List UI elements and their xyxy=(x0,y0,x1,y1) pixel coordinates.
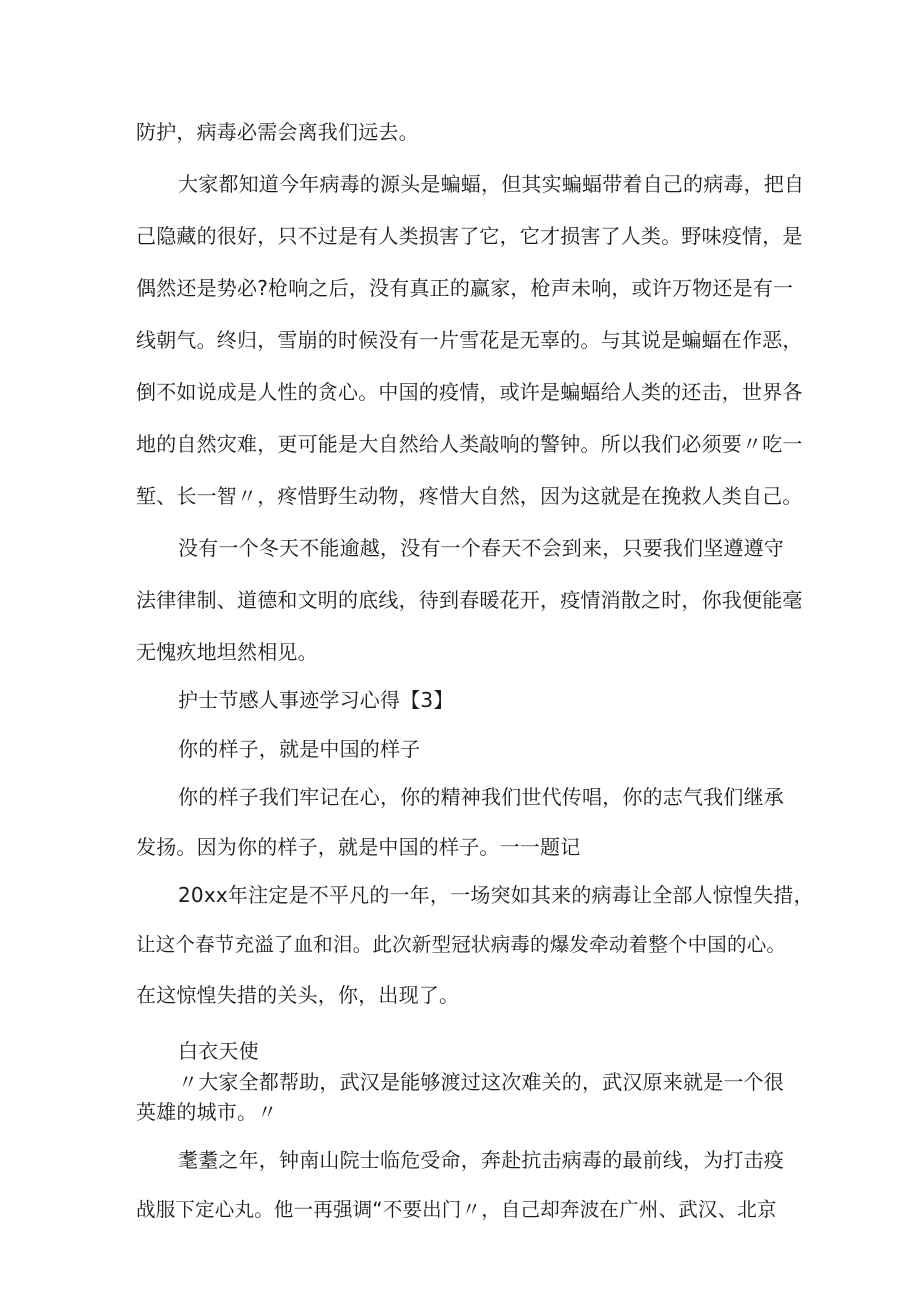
paragraph-line: 你的样子我们牢记在心，你的精神我们世代传唱，你的志气我们继承 xyxy=(178,785,784,809)
paragraph-line: 偶然还是势必?枪响之后，没有真正的赢家，枪声未响，或许万物还是有一 xyxy=(136,276,794,300)
paragraph-line: 英雄的城市。〃 xyxy=(136,1100,278,1124)
section-subtitle: 白衣天使 xyxy=(178,1039,259,1063)
paragraph-line: 让这个春节充溢了血和泪。此次新型冠状病毒的爆发牵动着整个中国的心。 xyxy=(136,933,787,956)
paragraph-line: 发扬。因为你的样子，就是中国的样子。一一题记 xyxy=(136,835,581,859)
paragraph-line: 没有一个冬天不能逾越，没有一个春天不会到来，只要我们坚遵遵守 xyxy=(178,536,784,560)
paragraph-line: 20xx年注定是不平凡的一年，一场突如其来的病毒让全部人惊惶失措， xyxy=(178,883,814,907)
paragraph-line: 法律律制、道德和文明的底线，待到春暖花开，疫情消散之时，你我便能毫 xyxy=(136,588,803,612)
paragraph-line: 堑、长一智〃，疼惜野生动物，疼惜大自然，因为这就是在挽救人类自己。 xyxy=(136,484,803,508)
paragraph-line: 大家都知道今年病毒的源头是蝙蝠，但其实蝙蝠带着自己的病毒，把自 xyxy=(178,172,805,196)
paragraph-line: 耄耋之年，钟南山院士临危受命，奔赴抗击病毒的最前线，为打击疫 xyxy=(178,1148,784,1172)
paragraph-line: 〃大家全都帮助，武汉是能够渡过这次难关的，武汉原来就是一个很 xyxy=(178,1070,784,1094)
paragraph-line: 战服下定心丸。他一再强调“不要出门〃，自己却奔波在广州、武汉、北京 xyxy=(136,1198,777,1221)
paragraph-line: 地的自然灾难，更可能是大自然给人类敲响的警钟。所以我们必须要〃吃一 xyxy=(136,432,803,456)
paragraph-line: 在这惊惶失措的关头，你，出现了。 xyxy=(136,983,460,1007)
section-subtitle: 你的样子，就是中国的样子 xyxy=(178,737,421,761)
section-heading: 护士节感人事迹学习心得【3】 xyxy=(178,688,454,712)
paragraph-line: 无愧疚地坦然相见。 xyxy=(136,640,318,664)
paragraph-line: 倒不如说成是人性的贪心。中国的疫情，或许是蝙蝠给人类的还击，世界各 xyxy=(136,380,803,404)
paragraph-line: 线朝气。终归，雪崩的时候没有一片雪花是无辜的。与其说是蝙蝠在作恶， xyxy=(136,328,803,352)
paragraph-line: 己隐藏的很好，只不过是有人类损害了它，它才损害了人类。野味疫情，是 xyxy=(136,224,803,248)
paragraph-line: 防护，病毒必需会离我们远去。 xyxy=(136,120,419,144)
